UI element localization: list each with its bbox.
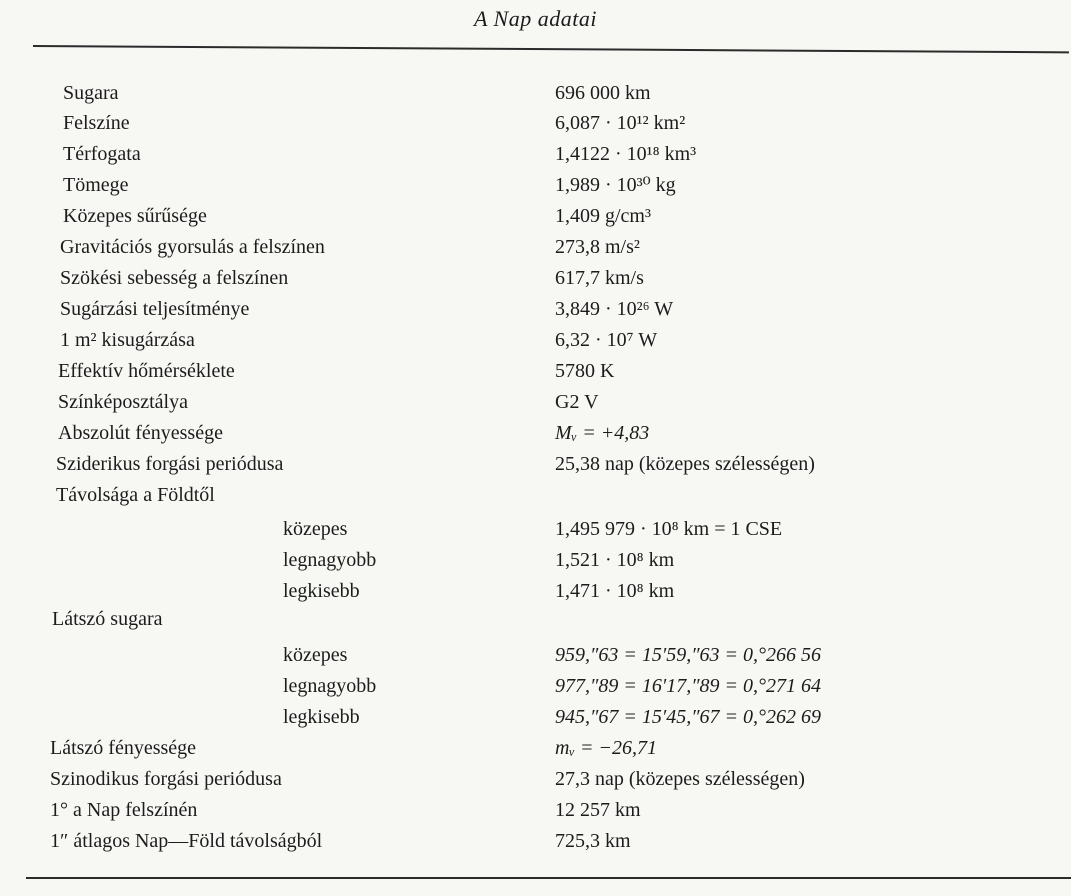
row-label: Színképosztálya: [58, 391, 188, 413]
table-row: [0, 826, 1071, 856]
row-value: 617,7 km/s: [555, 267, 644, 289]
row-label: Felszíne: [63, 112, 130, 134]
row-value: 27,3 nap (közepes szélességen): [555, 768, 805, 790]
table-row: [0, 78, 1071, 108]
row-label: Szökési sebesség a felszínen: [60, 267, 289, 289]
row-value: 6,087 · 10¹² km²: [555, 112, 686, 134]
table-row: [0, 795, 1071, 825]
table-row: [0, 514, 1071, 544]
row-label: 1″ átlagos Nap—Föld távolságból: [50, 830, 323, 852]
row-value: 725,3 km: [555, 830, 631, 852]
table-row: [0, 170, 1071, 200]
table-row: [0, 108, 1071, 138]
row-value: 1,495 979 · 10⁸ km = 1 CSE: [555, 518, 783, 540]
row-value: 25,38 nap (közepes szélességen): [555, 453, 815, 475]
table-row: [0, 325, 1071, 355]
row-label: Sziderikus forgási periódusa: [56, 453, 284, 475]
table-row: [0, 263, 1071, 293]
row-value: 3,849 · 10²⁶ W: [555, 298, 674, 320]
row-label: Távolsága a Földtől: [56, 484, 215, 506]
row-value: 977,″89 = 16′17,″89 = 0,°271 64: [555, 675, 822, 697]
row-value: 959,″63 = 15′59,″63 = 0,°266 56: [555, 644, 822, 666]
row-label: 1 m² kisugárzása: [60, 329, 195, 351]
bottom-rule: [26, 877, 1071, 879]
table-row: [0, 733, 1071, 763]
row-value: 273,8 m/s²: [555, 236, 640, 258]
row-value: 1,521 · 10⁸ km: [555, 549, 675, 571]
row-value: 1,409 g/cm³: [555, 205, 651, 227]
row-value: Mᵥ = +4,83: [555, 422, 650, 444]
row-value: 1,989 · 10³⁰ kg: [555, 174, 676, 196]
row-label: Közepes sűrűsége: [63, 205, 207, 227]
table-row: [0, 640, 1071, 670]
table-row: [0, 232, 1071, 262]
row-label: közepes: [283, 518, 348, 540]
row-value: 5780 K: [555, 360, 615, 382]
table-row: [0, 139, 1071, 169]
table-row: [0, 356, 1071, 386]
row-label: Sugara: [63, 82, 119, 104]
row-label: Tömege: [63, 174, 129, 196]
row-label: Látszó sugara: [52, 608, 163, 630]
table-row: [0, 576, 1071, 606]
row-value: 6,32 · 10⁷ W: [555, 329, 658, 351]
row-label: Gravitációs gyorsulás a felszínen: [60, 236, 325, 258]
table-row: [0, 294, 1071, 324]
page-title: A Nap adatai: [474, 6, 597, 31]
table-row: [0, 480, 1071, 510]
row-label: legkisebb: [283, 580, 360, 602]
table-row: [0, 201, 1071, 231]
row-value: 696 000 km: [555, 82, 651, 104]
row-value: 1,471 · 10⁸ km: [555, 580, 675, 602]
table-row: [0, 449, 1071, 479]
row-value: G2 V: [555, 391, 599, 413]
row-label: Látszó fényessége: [50, 737, 197, 759]
row-label: legkisebb: [283, 706, 360, 728]
row-label: Abszolút fényessége: [58, 422, 223, 444]
row-value: mᵥ = −26,71: [555, 737, 658, 759]
row-label: legnagyobb: [283, 675, 377, 697]
row-label: Sugárzási teljesítménye: [60, 298, 250, 320]
table-row: [0, 387, 1071, 417]
row-label: Térfogata: [63, 143, 141, 165]
row-label: Effektív hőmérséklete: [58, 360, 235, 382]
table-row: [0, 702, 1071, 732]
row-value: 12 257 km: [555, 799, 641, 821]
table-row: [0, 604, 1071, 634]
row-label: 1° a Nap felszínén: [50, 799, 198, 821]
row-value: 945,″67 = 15′45,″67 = 0,°262 69: [555, 706, 822, 728]
table-row: [0, 418, 1071, 448]
row-label: legnagyobb: [283, 549, 377, 571]
row-value: 1,4122 · 10¹⁸ km³: [555, 143, 697, 165]
row-label: közepes: [283, 644, 348, 666]
row-label: Szinodikus forgási periódusa: [50, 768, 282, 790]
table-row: [0, 764, 1071, 794]
table-row: [0, 671, 1071, 701]
table-row: [0, 545, 1071, 575]
